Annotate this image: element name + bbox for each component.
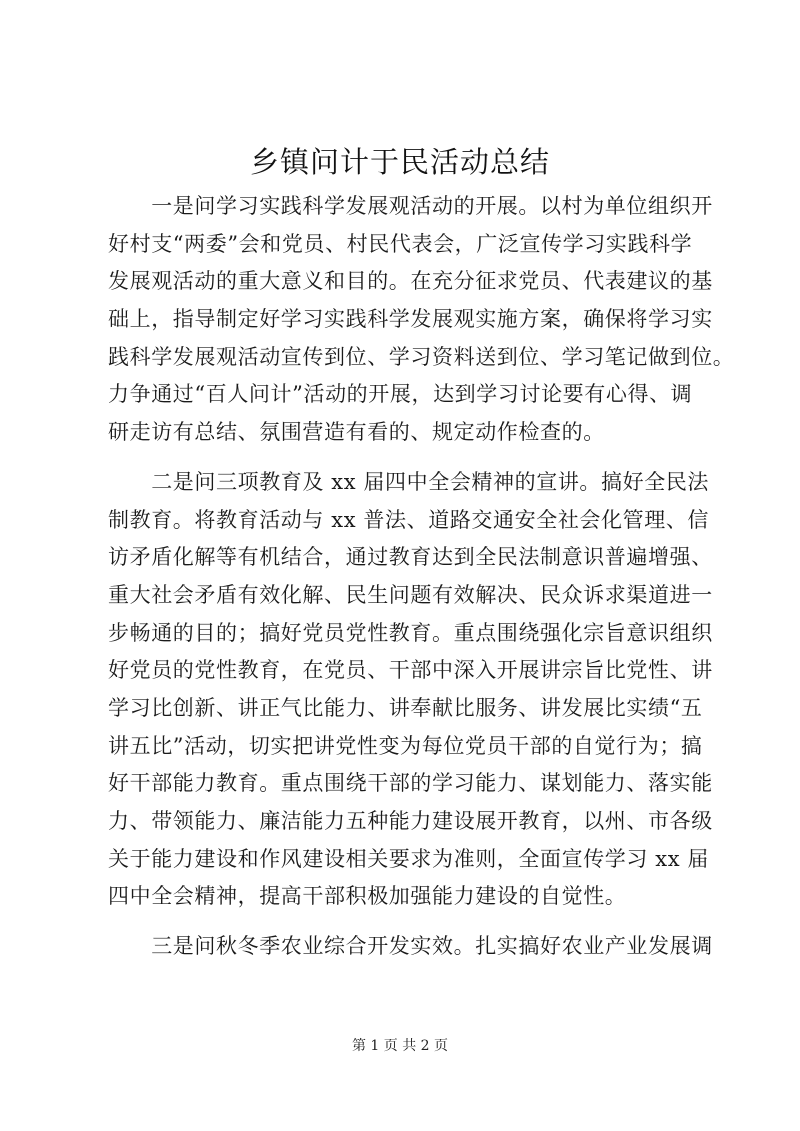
paragraph-line: 制教育。将教育活动与 xx 普法、道路交通安全社会化管理、信 [108,507,710,532]
paragraph-line: 重大社会矛盾有效化解、民生问题有效解决、民众诉求渠道进一 [108,582,713,607]
paragraph-line: 关于能力建设和作风建设相关要求为准则，全面宣传学习 xx 届 [108,846,710,871]
paragraph-line: 础上，指导制定好学习实践科学发展观实施方案，确保将学习实 [108,307,713,332]
paragraph-line: 步畅通的目的；搞好党员党性教育。重点围绕强化宗旨意识组织 [108,620,713,645]
paragraph-line: 二是问三项教育及 xx 届四中全会精神的宣讲。搞好全民法 [108,469,710,494]
paragraph-line: 访矛盾化解等有机结合，通过教育达到全民法制意识普遍增强、 [108,545,713,570]
paragraph-line: 好干部能力教育。重点围绕干部的学习能力、谋划能力、落实能 [108,771,713,796]
document-title: 乡镇问计于民活动总结 [249,145,550,179]
paragraph-line: 力争通过“百人问计”活动的开展，达到学习讨论要有心得、调 [108,382,693,407]
paragraph-2 [108,464,714,916]
paragraph-line: 力、带领能力、廉洁能力五种能力建设展开教育，以州、市各级 [108,809,713,833]
paragraph-line: 四中全会精神，提高干部积极加强能力建设的自觉性。 [108,884,627,909]
paragraph-line: 好党员的党性教育，在党员、干部中深入开展讲宗旨比党性、讲 [108,658,713,683]
paragraph-1 [108,188,735,452]
paragraph-spacer [108,452,714,464]
paragraph-line: 践科学发展观活动宣传到位、学习资料送到位、学习笔记做到位。 [108,344,735,369]
paragraph-line: 三是问秋冬季农业综合开发实效。扎实搞好农业产业发展调 [108,934,713,959]
paragraph-3 [108,928,714,966]
paragraph-line: 好村支“两委”会和党员、村民代表会，广泛宣传学习实践科学 [108,231,693,256]
paragraph-line: 发展观活动的重大意义和目的。在充分征求党员、代表建议的基 [108,269,713,294]
paragraph-line: 学习比创新、讲正气比能力、讲奉献比服务、讲发展比实绩“五 [108,695,703,720]
paragraph-spacer [108,916,714,928]
paragraph-line: 讲五比”活动，切实把讲党性变为每位党员干部的自觉行为；搞 [108,733,703,758]
page-footer: 第 1 页 共 2 页 [351,1038,449,1054]
paragraph-line: 研走访有总结、氛围营造有看的、规定动作检查的。 [108,420,605,445]
document-body [108,188,735,966]
paragraph-line: 一是问学习实践科学发展观活动的开展。以村为单位组织开 [108,194,713,218]
